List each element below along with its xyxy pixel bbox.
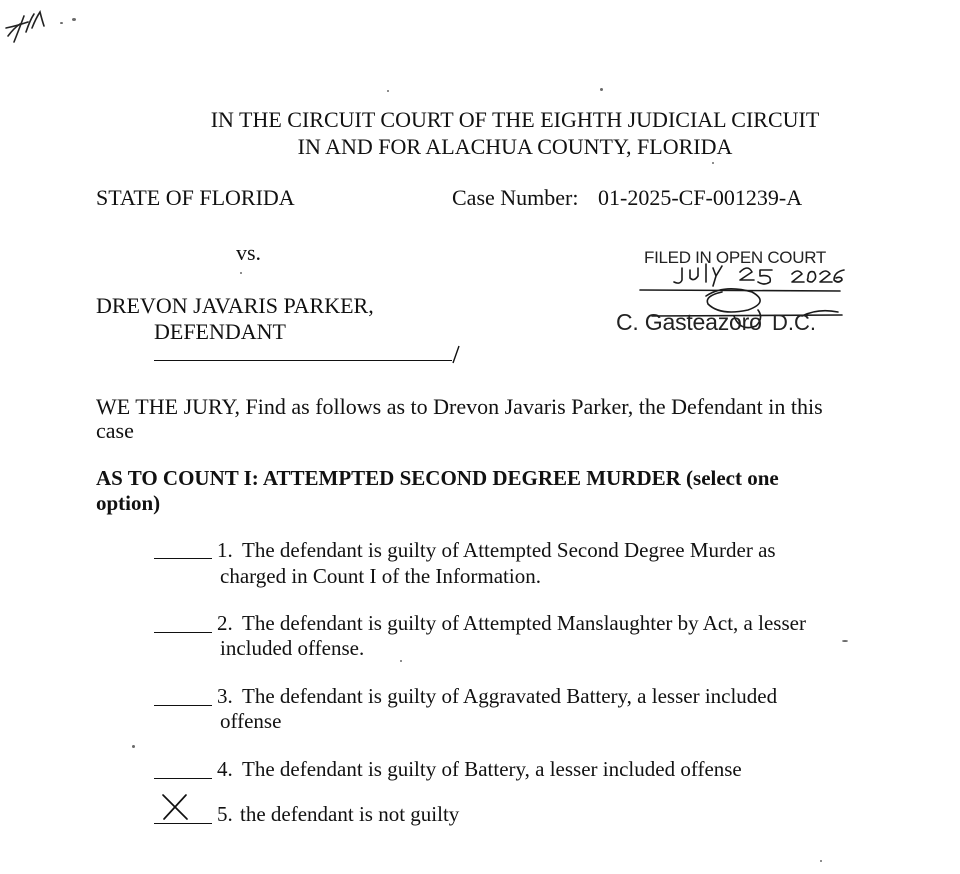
court-heading-line-1: IN THE CIRCUIT COURT OF THE EIGHTH JUDICIAL CIRCUIT <box>210 107 820 132</box>
option-4-number: 4. <box>217 757 233 781</box>
filed-stamp <box>612 246 848 346</box>
option-2-text-line-1: The defendant is guilty of Attempted Manslaughter by Act, a lesser <box>242 611 806 635</box>
plaintiff-name: STATE OF FLORIDA <box>96 185 295 210</box>
option-1-text-line-1: The defendant is guilty of Attempted Second Degree Murder as <box>242 538 776 562</box>
stamp-title: FILED IN OPEN COURT <box>644 248 826 267</box>
scan-speck <box>600 88 603 91</box>
case-number-label: Case Number: <box>452 185 579 210</box>
option-1-number: 1. <box>217 538 233 562</box>
defendant-role: DEFENDANT <box>154 319 286 344</box>
court-heading-line-2: IN AND FOR ALACHUA COUNTY, FLORIDA <box>297 134 733 159</box>
caption-rule <box>154 360 452 361</box>
scan-speck <box>842 640 848 642</box>
scan-speck <box>72 18 76 21</box>
stamp-clerk-suffix: D.C. <box>772 310 816 335</box>
handwritten-margin-note <box>4 2 54 50</box>
option-5-blank[interactable] <box>154 823 212 824</box>
scan-speck <box>240 272 242 274</box>
scan-speck <box>820 860 822 862</box>
scan-speck <box>712 162 714 164</box>
option-2-blank[interactable] <box>154 632 212 633</box>
option-3-text-line-1: The defendant is guilty of Aggravated Battery, a lesser included <box>242 684 778 708</box>
option-2-number: 2. <box>217 611 233 635</box>
option-5-x-mark <box>158 792 192 822</box>
option-1-blank[interactable] <box>154 558 212 559</box>
verdict-intro-line-2: case <box>96 418 134 443</box>
caption-slash <box>452 344 460 364</box>
scan-speck <box>60 22 63 24</box>
scan-speck <box>400 660 402 662</box>
count-heading-line-1: AS TO COUNT I: ATTEMPTED SECOND DEGREE MURDER (select one <box>96 466 779 490</box>
option-3-text-line-2: offense <box>220 709 282 733</box>
case-number: 01-2025-CF-001239-A <box>598 185 803 210</box>
option-3-blank[interactable] <box>154 705 212 706</box>
option-1-text-line-2: charged in Count I of the Information. <box>220 564 541 588</box>
stamp-clerk-name: C. Gasteazoro <box>616 309 762 335</box>
option-4-blank[interactable] <box>154 778 212 779</box>
scan-speck <box>132 745 135 748</box>
option-5-text-line-1: the defendant is not guilty <box>240 802 460 826</box>
count-heading-line-2: option) <box>96 491 161 515</box>
option-4-text-line-1: The defendant is guilty of Battery, a lesser included offense <box>242 757 742 781</box>
scan-speck <box>387 90 389 92</box>
option-5-number: 5. <box>217 802 233 826</box>
versus-text: vs. <box>236 240 262 265</box>
option-2-text-line-2: included offense. <box>220 636 365 660</box>
verdict-intro-line-1: WE THE JURY, Find as follows as to Drevon Javaris Parker, the Defendant in this <box>96 394 823 419</box>
defendant-name: DREVON JAVARIS PARKER, <box>96 293 374 318</box>
option-3-number: 3. <box>217 684 233 708</box>
